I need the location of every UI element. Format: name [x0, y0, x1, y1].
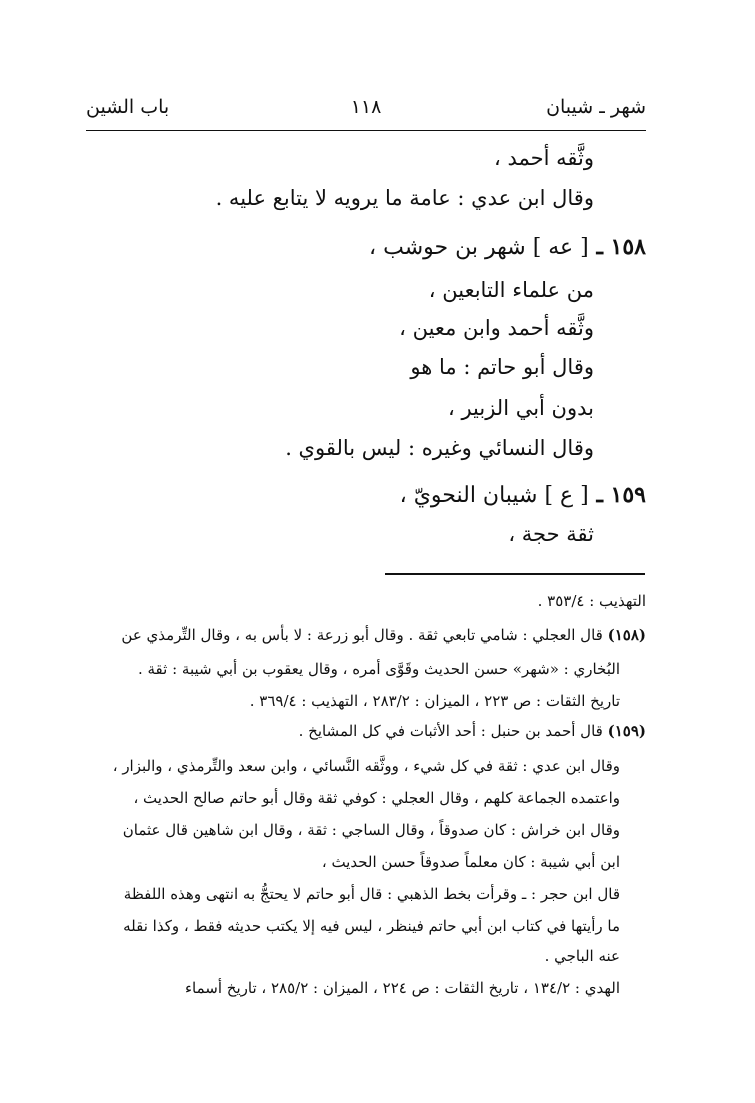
entry-heading: [ ع ] شيبان النحويّ ،	[399, 483, 589, 508]
footnote-line: تاريخ الثقات : ص ٢٢٣ ، الميزان : ٢٨٣/٢ ، التهذيب : ٣٦٩/٤ .	[249, 692, 620, 710]
footnote-line: قال العجلي : شامي تابعي ثقة . وقال أبو زرعة : لا بأس به ، وقال التِّرمذي عن	[121, 626, 603, 644]
entry-number: ١٥٩ ـ	[596, 482, 646, 508]
text-line: من علماء التابعين ،	[428, 278, 594, 302]
main-text	[86, 0, 646, 560]
footnote-line: قال أحمد بن حنبل : أحد الأثبات في كل المشايخ .	[298, 722, 603, 740]
entry-158	[369, 234, 646, 260]
text-line: وقال ابن عدي : عامة ما يرويه لا يتابع عليه .	[215, 186, 594, 210]
text-line: وقال أبو حاتم : ما هو	[410, 355, 594, 379]
footnote-line: وقال ابن عدي : ثقة في كل شيء ، ووثَّقه النَّسائي ، وابن سعد والتِّرمذي ، والبزار ،	[112, 757, 620, 775]
text-line: وثَّقه أحمد ،	[494, 146, 594, 170]
footnote-line: ما رأيتها في كتاب ابن أبي حاتم فينظر ، ليس فيه إلا يكتب حديثه فقط ، وكذا نقله	[123, 917, 620, 935]
header-chapter-title: باب الشين	[86, 96, 170, 118]
text-line: بدون أبي الزبير ،	[447, 396, 594, 420]
footnote-line: واعتمده الجماعة كلهم ، وقال العجلي : كوفي ثقة وقال أبو حاتم صالح الحديث ،	[133, 789, 620, 807]
entry-heading: [ عه ] شهر بن حوشب ،	[369, 235, 589, 260]
footnote-divider	[385, 573, 645, 575]
text-line: وقال النسائي وغيره : ليس بالقوي .	[285, 436, 594, 460]
header-section-title: شهر ـ شيبان	[546, 96, 646, 118]
entry-159	[400, 482, 646, 508]
text-line: وثَّقه أحمد وابن معين ،	[399, 316, 594, 340]
footnote-line: البُخاري : «شهر» حسن الحديث وقَوَّى أمره ، وقال يعقوب بن أبي شيبة : ثقة .	[137, 660, 620, 678]
page-number: ١١٨	[350, 96, 382, 118]
footnote-line: قال ابن حجر : ـ وقرأت بخط الذهبي : قال أبو حاتم لا يحتجُّ به انتهى وهذه اللفظة	[123, 885, 620, 903]
footnote-number: (١٥٩)	[607, 722, 646, 740]
footnote-line: وقال ابن خراش : كان صدوقاً ، وقال الساجي : ثقة ، وقال ابن شاهين قال عثمان	[122, 821, 620, 839]
entry-number: ١٥٨ ـ	[596, 234, 646, 260]
footnote-line: الهدي : ١٣٤/٢ ، تاريخ الثقات : ص ٢٢٤ ، الميزان : ٢٨٥/٢ ، تاريخ أسماء	[184, 979, 620, 997]
footnote-number: (١٥٨)	[607, 626, 646, 644]
footnote-line: عنه الباجي .	[544, 947, 620, 965]
text-line: ثقة حجة ،	[508, 522, 594, 546]
footnote-159	[299, 722, 646, 740]
footnote-line: ابن أبي شيبة : كان معلماً صدوقاً حسن الحديث ،	[321, 853, 620, 871]
footnote-158	[121, 626, 646, 644]
footnote-line: التهذيب : ٣٥٣/٤ .	[537, 592, 646, 610]
